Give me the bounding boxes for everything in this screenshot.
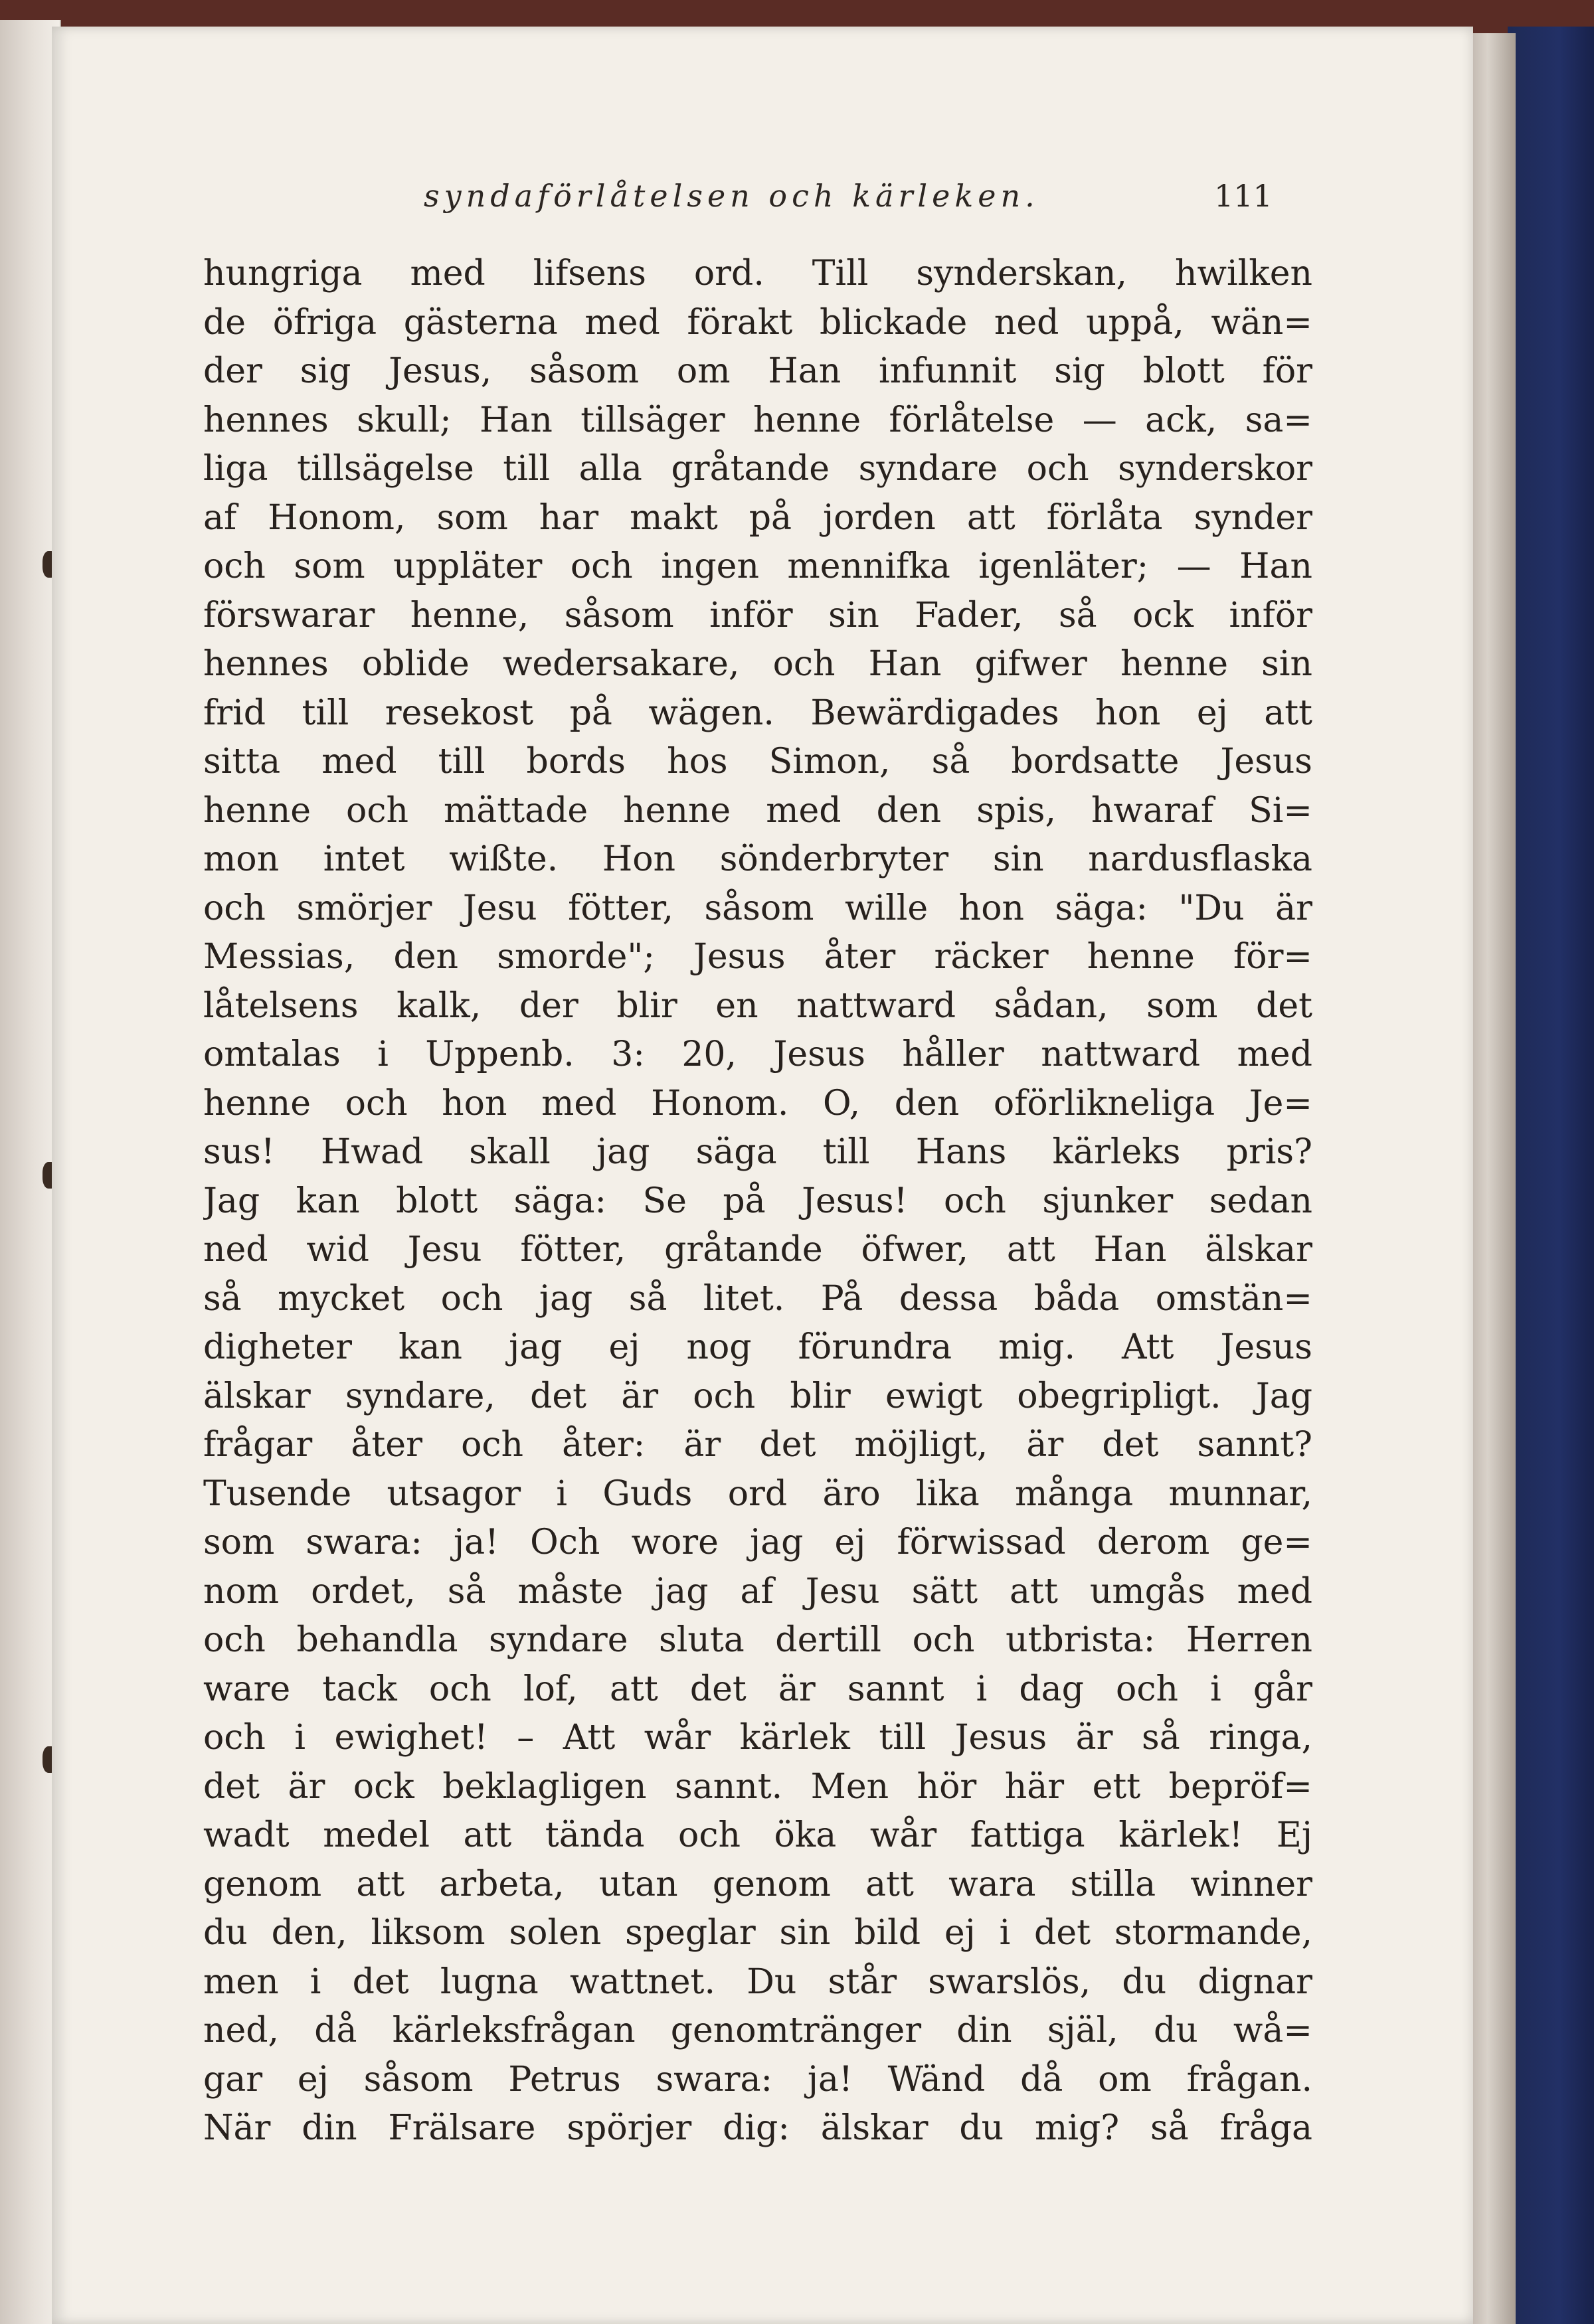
text-line: sus! Hwad skall jag säga till Hans kärleks pris? (203, 1132, 1312, 1172)
text-line: wadt medel att tända och öka wår fattiga kärlek! Ej (203, 1815, 1312, 1855)
text-line: och som uppläter och ingen mennifka igenläter; — Han (203, 546, 1312, 586)
text-line: mon intet wißte. Hon sönderbryter sin nardusflaska (203, 839, 1312, 879)
text-line: så mycket och jag så litet. På dessa båda omstän= (203, 1278, 1312, 1319)
running-title: syndaförlåtelsen och kärleken. (424, 178, 1039, 214)
text-line: genom att arbeta, utan genom att wara stilla winner (203, 1864, 1312, 1904)
text-line: frid till resekost på wägen. Bewärdigades hon ej att (203, 693, 1312, 733)
text-line: af Honom, som har makt på jorden att förlåta synder (203, 497, 1312, 538)
text-line: och i ewighet! – Att wår kärlek till Jesus är så ringa, (203, 1718, 1312, 1758)
text-line: ned, då kärleksfrågan genomtränger din själ, du wå= (203, 2011, 1312, 2050)
page-number: 111 (1214, 178, 1273, 214)
text-line: ned wid Jesu fötter, gråtande öfwer, att Han älskar (203, 1230, 1312, 1270)
text-line: henne och mättade henne med den spis, hwaraf Si= (203, 790, 1312, 831)
text-line: Jag kan blott säga: Se på Jesus! och sjunker sedan (203, 1181, 1312, 1221)
text-line: hennes oblide wedersakare, och Han gifwer henne sin (203, 644, 1312, 684)
text-line: låtelsens kalk, der blir en nattward sådan, som det (203, 985, 1312, 1026)
text-line: der sig Jesus, såsom om Han infunnit sig blott för (203, 351, 1312, 391)
book-cover (1508, 27, 1594, 2324)
text-line: älskar syndare, det är och blir ewigt obegripligt. Jag (203, 1376, 1312, 1416)
text-line: förswarar henne, såsom inför sin Fader, så ock inför (203, 595, 1312, 635)
text-line: Tusende utsagor i Guds ord äro lika många munnar, (203, 1473, 1312, 1514)
text-line: Messias, den smorde"; Jesus åter räcker henne för= (203, 937, 1312, 977)
text-line: omtalas i Uppenb. 3: 20, Jesus håller nattward med (203, 1035, 1312, 1074)
text-line: sitta med till bords hos Simon, så bordsatte Jesus (203, 742, 1312, 782)
book-page (52, 27, 1473, 2324)
page-stack-edge (1468, 33, 1516, 2324)
text-line: men i det lugna wattnet. Du står swarslös, du dignar (203, 1961, 1312, 2002)
text-line: liga tillsägelse till alla gråtande syndare och synderskor (203, 449, 1312, 489)
text-line: och behandla syndare sluta dertill och utbrista: Herren (203, 1620, 1312, 1660)
body-text (203, 250, 1312, 2153)
text-line: det är ock beklagligen sannt. Men hör här ett bepröf= (203, 1766, 1312, 1807)
text-line: frågar åter och åter: är det möjligt, är det sannt? (203, 1425, 1312, 1465)
text-line: henne och hon med Honom. O, den oförlikneliga Je= (203, 1083, 1312, 1123)
text-line: som swara: ja! Och wore jag ej förwissad derom ge= (203, 1523, 1312, 1562)
text-line: gar ej såsom Petrus swara: ja! Wänd då om frågan. (203, 2059, 1312, 2100)
text-line: du den, liksom solen speglar sin bild ej i det stormande, (203, 1913, 1312, 1953)
text-line: och smörjer Jesu fötter, såsom wille hon säga: "Du är (203, 888, 1312, 928)
text-line: de öfriga gästerna med förakt blickade ned uppå, wän= (203, 302, 1312, 343)
text-line: När din Frälsare spörjer dig: älskar du mig? så fråga (203, 2108, 1312, 2148)
text-line: hungriga med lifsens ord. Till synderskan, hwilken (203, 254, 1312, 293)
text-line: digheter kan jag ej nog förundra mig. Att Jesus (203, 1327, 1312, 1367)
text-line: ware tack och lof, att det är sannt i dag och i går (203, 1669, 1312, 1709)
text-line: hennes skull; Han tillsäger henne förlåtelse — ack, sa= (203, 400, 1312, 440)
text-line: nom ordet, så måste jag af Jesu sätt att umgås med (203, 1571, 1312, 1612)
